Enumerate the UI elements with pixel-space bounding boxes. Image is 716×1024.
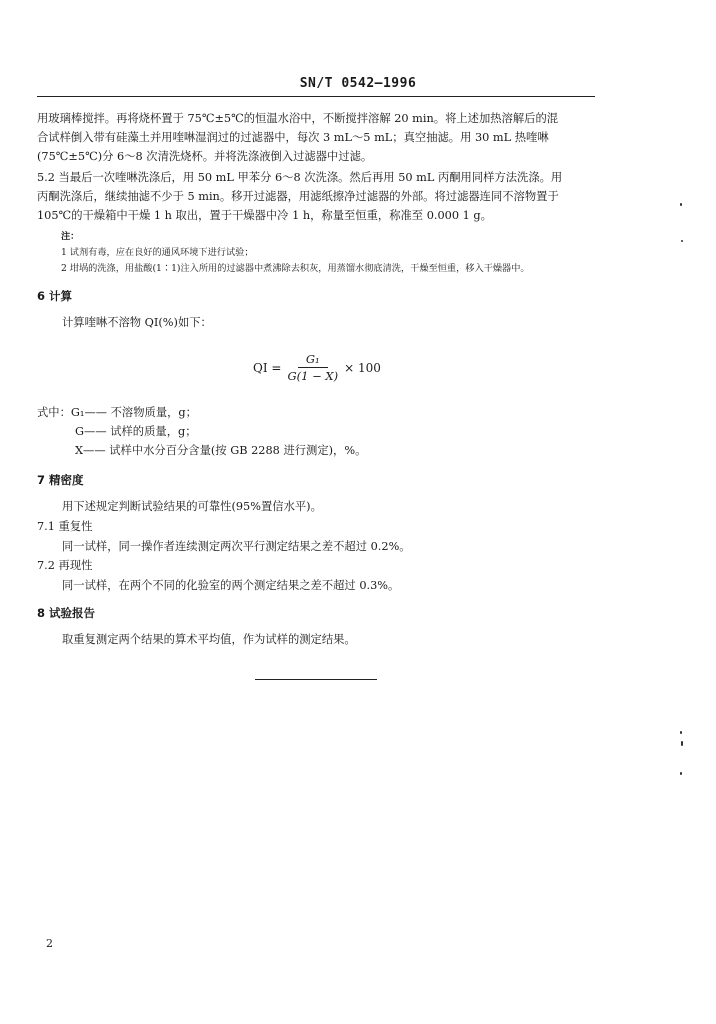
note-item: 2 坩埚的洗涤，用盐酸(1∶1)注入所用的过滤器中煮沸除去积灰，用蒸馏水彻底清洗，干燥至恒重，移入干燥器中。 — [61, 263, 530, 274]
paragraph-line: (75℃±5℃)分 6～8 次清洗烧杯。并将洗涤液倒入过滤器中过滤。 — [37, 150, 373, 163]
clause-5-2-line: 丙酮洗涤后，继续抽滤不少于 5 min。移开过滤器，用滤纸擦净过滤器的外部。将过滤器连同不溶物置于 — [37, 190, 559, 203]
scan-speck — [681, 741, 683, 746]
note-label: 注： — [61, 231, 80, 242]
end-rule — [255, 679, 377, 680]
scan-speck — [681, 240, 683, 242]
formula-tail: × 100 — [344, 360, 381, 375]
formula-lhs: QI = — [253, 360, 282, 375]
page-number: 2 — [46, 937, 53, 950]
scan-speck — [680, 203, 682, 206]
qi-formula — [253, 352, 381, 383]
clause-7-1-text: 同一试样，同一操作者连续测定两次平行测定结果之差不超过 0.2%。 — [62, 540, 411, 553]
clause-7-1-title: 7.1 重复性 — [37, 520, 93, 533]
scan-speck — [680, 772, 682, 775]
formula-denominator: G(1 − X) — [287, 369, 339, 383]
header-rule — [37, 96, 595, 97]
formula-fraction — [287, 352, 338, 383]
section-8-title: 8 试验报告 — [37, 606, 96, 620]
variable-definition: 式中：G₁—— 不溶物质量，g； — [37, 406, 197, 419]
scan-speck — [680, 731, 682, 734]
section-8-text: 取重复测定两个结果的算术平均值，作为试样的测定结果。 — [62, 633, 356, 646]
section-6-title: 6 计算 — [37, 289, 73, 303]
clause-7-2-text: 同一试样，在两个不同的化验室的两个测定结果之差不超过 0.3%。 — [62, 579, 400, 592]
clause-5-2-line: 5.2 当最后一次喹啉洗涤后，用 50 mL 甲苯分 6～8 次洗涤。然后再用 50 mL 丙酮用同样方法洗涤。用 — [37, 171, 563, 184]
formula-numerator: G₁ — [298, 352, 328, 368]
paragraph-line: 用玻璃棒搅拌。再将烧杯置于 75℃±5℃的恒温水浴中，不断搅拌溶解 20 min。将上述加热溶解后的混 — [37, 112, 559, 125]
paragraph-line: 合试样倒入带有硅藻土并用喹啉湿润过的过滤器中，每次 3 mL～5 mL；真空抽滤。用 30 mL 热喹啉 — [37, 131, 549, 144]
variable-definition: X—— 试样中水分百分含量(按 GB 2288 进行测定)，%。 — [75, 444, 367, 457]
section-6-intro: 计算喹啉不溶物 QI(%)如下： — [62, 316, 212, 329]
note-item: 1 试剂有毒，应在良好的通风环境下进行试验； — [61, 247, 254, 258]
clause-7-2-title: 7.2 再现性 — [37, 559, 93, 572]
variable-definition: G—— 试样的质量，g； — [75, 425, 197, 438]
standard-code-header: SN/T 0542—1996 — [299, 76, 417, 91]
section-7-intro: 用下述规定判断试验结果的可靠性(95%置信水平)。 — [62, 500, 322, 513]
clause-5-2-line: 105℃的干燥箱中干燥 1 h 取出，置于干燥器中冷 1 h，称量至恒重，称准至 0.000 1 g。 — [37, 209, 492, 222]
section-7-title: 7 精密度 — [37, 473, 84, 487]
